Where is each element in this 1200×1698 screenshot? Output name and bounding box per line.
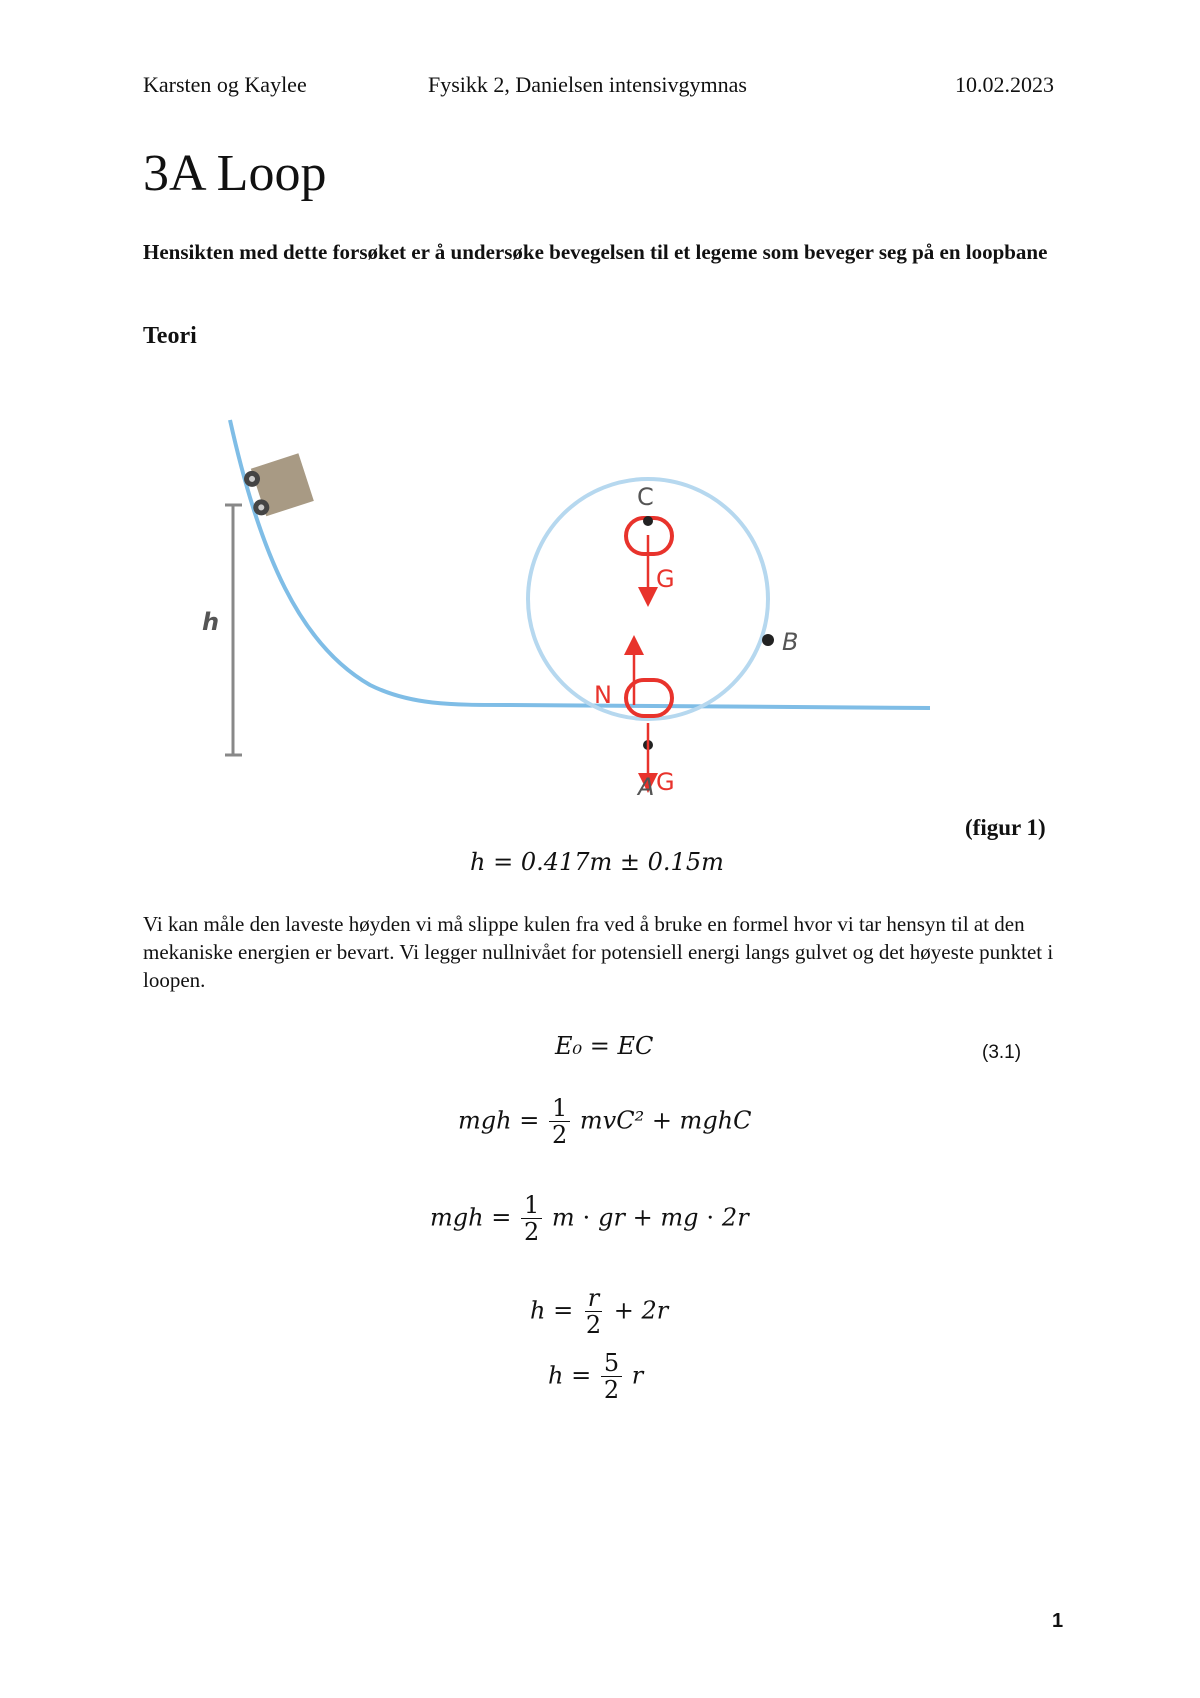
equation-4	[530, 1285, 668, 1339]
equation-3	[430, 1192, 749, 1246]
eq3-numerator: 1	[521, 1192, 542, 1219]
eq4-denominator: 2	[585, 1311, 602, 1340]
eq5-denominator: 2	[603, 1376, 620, 1405]
label-n: N	[594, 681, 612, 709]
section-title-teori: Teori	[143, 323, 197, 349]
eq4-rhs: + 2𝑟	[613, 1296, 669, 1325]
eq4-lhs: ℎ =	[530, 1296, 574, 1325]
figure-caption: (figur 1)	[965, 815, 1046, 840]
header-date: 10.02.2023	[955, 72, 1054, 97]
label-g-top: G	[656, 565, 675, 593]
page-number: 1	[1052, 1610, 1064, 1632]
label-g-bottom: G	[656, 768, 675, 796]
eq3-lhs: 𝑚𝑔ℎ =	[430, 1203, 512, 1232]
point-b	[762, 634, 774, 646]
measurement-height: ℎ = 0.417𝑚 ± 0.15𝑚	[470, 848, 724, 876]
loop-circle	[528, 479, 768, 719]
eq3-fraction	[521, 1192, 542, 1246]
eq3-denominator: 2	[523, 1218, 540, 1247]
eq5-rhs: 𝑟	[631, 1361, 644, 1390]
label-a: A	[638, 773, 655, 801]
purpose-text: Hensikten med dette forsøket er å undersøke bevegelsen til et legeme som beveger seg på en loopbane	[143, 240, 1048, 264]
point-c	[643, 516, 653, 526]
equation-number: (3.1)	[982, 1042, 1022, 1063]
explanation-paragraph: Vi kan måle den laveste høyden vi må slippe kulen fra ved å bruke en formel hvor vi tar hensyn til at den mekaniske energien er bevart. Vi legger nullnivået for potensiell energi langs gulvet og det høyeste punktet i loopen.	[143, 912, 1054, 992]
page-title: 3A Loop	[143, 145, 327, 202]
equation-2	[458, 1095, 752, 1149]
ramp-track	[230, 420, 930, 708]
eq4-fraction	[583, 1285, 604, 1339]
eq2-lhs: 𝑚𝑔ℎ =	[458, 1106, 540, 1135]
header-authors: Karsten og Kaylee	[143, 72, 307, 97]
eq5-fraction	[601, 1350, 622, 1404]
equation-5	[548, 1350, 643, 1404]
eq5-numerator: 5	[601, 1350, 622, 1377]
eq2-numerator: 1	[549, 1095, 570, 1122]
eq3-rhs: 𝑚 ⋅ 𝑔𝑟 + 𝑚𝑔 ⋅ 2𝑟	[551, 1203, 749, 1232]
loop-track-figure	[170, 405, 950, 825]
height-marker	[225, 505, 242, 755]
label-h: h	[202, 608, 220, 636]
label-b: B	[782, 628, 799, 656]
eq2-denominator: 2	[551, 1121, 568, 1150]
eq4-numerator: 𝑟	[585, 1285, 602, 1312]
eq2-fraction	[549, 1095, 570, 1149]
label-c: C	[637, 483, 654, 511]
eq5-lhs: ℎ =	[548, 1361, 592, 1390]
header-course: Fysikk 2, Danielsen intensivgymnas	[428, 72, 747, 97]
equation-energy-conservation: 𝐸₀ = 𝐸𝐶	[555, 1032, 654, 1060]
eq2-rhs: 𝑚𝑣𝐶² + 𝑚𝑔ℎ𝐶	[579, 1106, 752, 1135]
